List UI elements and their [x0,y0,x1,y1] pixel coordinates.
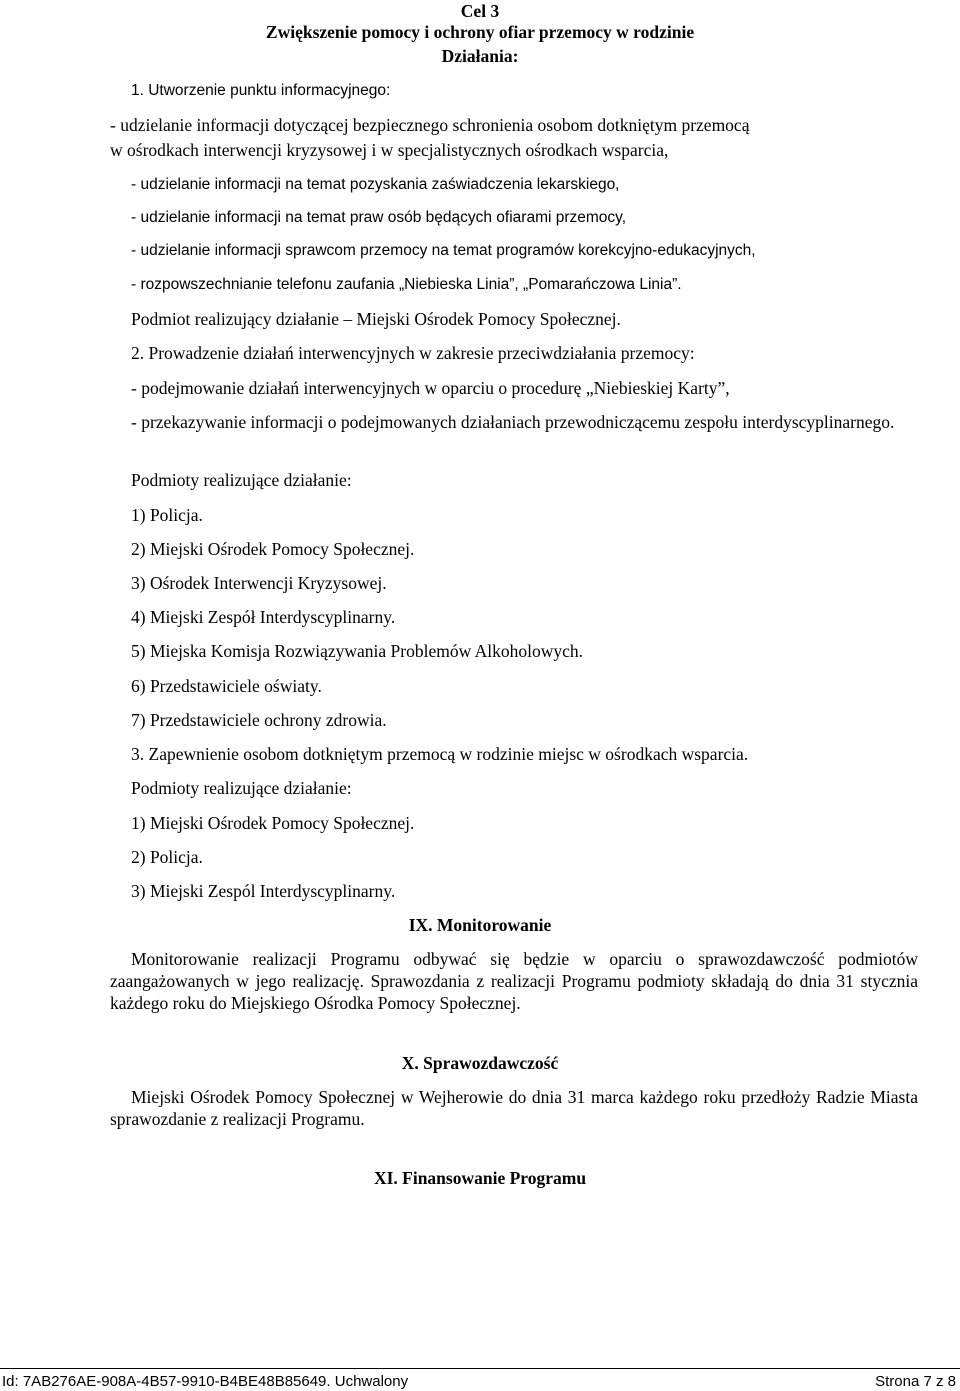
chapter-10-text: Miejski Ośrodek Pomocy Społecznej w Wejherowie do dnia 31 marca każdego roku przedłoży Radzie Miasta sprawozdanie z realizacji Programu. [110,1087,918,1129]
section-1-item-5: - rozpowszechnianie telefonu zaufania „Niebieska Linia”, „Pomarańczowa Linia”. [131,276,682,293]
goal-label: Cel 3 [460,1,500,21]
section-2-entity-1: 1) Policja. [131,505,203,525]
section-1-item-1-line-1: - udzielanie informacji dotyczącej bezpiecznego schronienia osobom dotkniętym przemocą [110,115,750,135]
section-2-item-1: - podejmowanie działań interwencyjnych w oparciu o procedurę „Niebieskiej Karty”, [131,378,730,398]
actions-label: Działania: [441,46,519,66]
document-id: Id: 7AB276AE-908A-4B57-9910-B4BE48B85649. Uchwalony [2,1373,409,1390]
section-2-title: 2. Prowadzenie działań interwencyjnych w zakresie przeciwdziałania przemocy: [131,343,695,363]
section-2-entities-label: Podmioty realizujące działanie: [131,470,352,490]
section-3-entity-1: 1) Miejski Ośrodek Pomocy Społecznej. [131,813,415,833]
section-1-entity: Podmiot realizujący działanie – Miejski Ośrodek Pomocy Społecznej. [131,309,621,329]
section-2-entity-5: 5) Miejska Komisja Rozwiązywania Problemów Alkoholowych. [131,641,584,661]
section-2-item-2-text: - przekazywanie informacji o podejmowanych działaniach przewodniczącemu zespołu interdyscyplinarnego. [131,412,895,432]
page-footer [0,1368,960,1391]
section-1-title: 1. Utworzenie punktu informacyjnego: [131,82,391,99]
section-3-title: 3. Zapewnienie osobom dotkniętym przemocą w rodzinie miejsc w ośrodkach wsparcia. [131,744,749,764]
section-1-item-4: - udzielanie informacji sprawcom przemocy na temat programów korekcyjno-edukacyjnych, [131,242,756,259]
section-1-item-2: - udzielanie informacji na temat pozyskania zaświadczenia lekarskiego, [131,176,620,193]
section-3-entity-2: 2) Policja. [131,847,203,867]
section-2-entity-6: 6) Przedstawiciele oświaty. [131,676,322,696]
chapter-9-text: Monitorowanie realizacji Programu odbywać się będzie w oparciu o sprawozdawczość podmiotów zaangażowanych w jego realizację. Sprawozdania z realizacji Programu podmioty składają do dnia 31 stycznia każdego roku do Miejskiego Ośrodka Pomocy Społecznej. [110,949,918,1013]
section-1-item-1-line-2: w ośrodkach interwencji kryzysowej i w specjalistycznych ośrodkach wsparcia, [110,140,669,160]
chapter-10-heading: X. Sprawozdawczość [401,1053,559,1073]
section-2-entity-2: 2) Miejski Ośrodek Pomocy Społecznej. [131,539,415,559]
section-2-entity-4: 4) Miejski Zespół Interdyscyplinarny. [131,607,396,627]
section-2-entity-7: 7) Przedstawiciele ochrony zdrowia. [131,710,387,730]
chapter-11-heading: XI. Finansowanie Programu [373,1168,587,1188]
section-3-entity-3: 3) Miejski Zespól Interdyscyplinarny. [131,881,396,901]
section-1-item-3: - udzielanie informacji na temat praw osób będących ofiarami przemocy, [131,209,627,226]
page-number: Strona 7 z 8 [875,1373,956,1390]
chapter-9-heading: IX. Monitorowanie [408,915,552,935]
section-2-entity-3: 3) Ośrodek Interwencji Kryzysowej. [131,573,387,593]
section-3-entities-label: Podmioty realizujące działanie: [131,778,352,798]
section-2-item-2 [131,411,918,433]
goal-title: Zwiększenie pomocy i ochrony ofiar przemocy w rodzinie [265,22,695,42]
